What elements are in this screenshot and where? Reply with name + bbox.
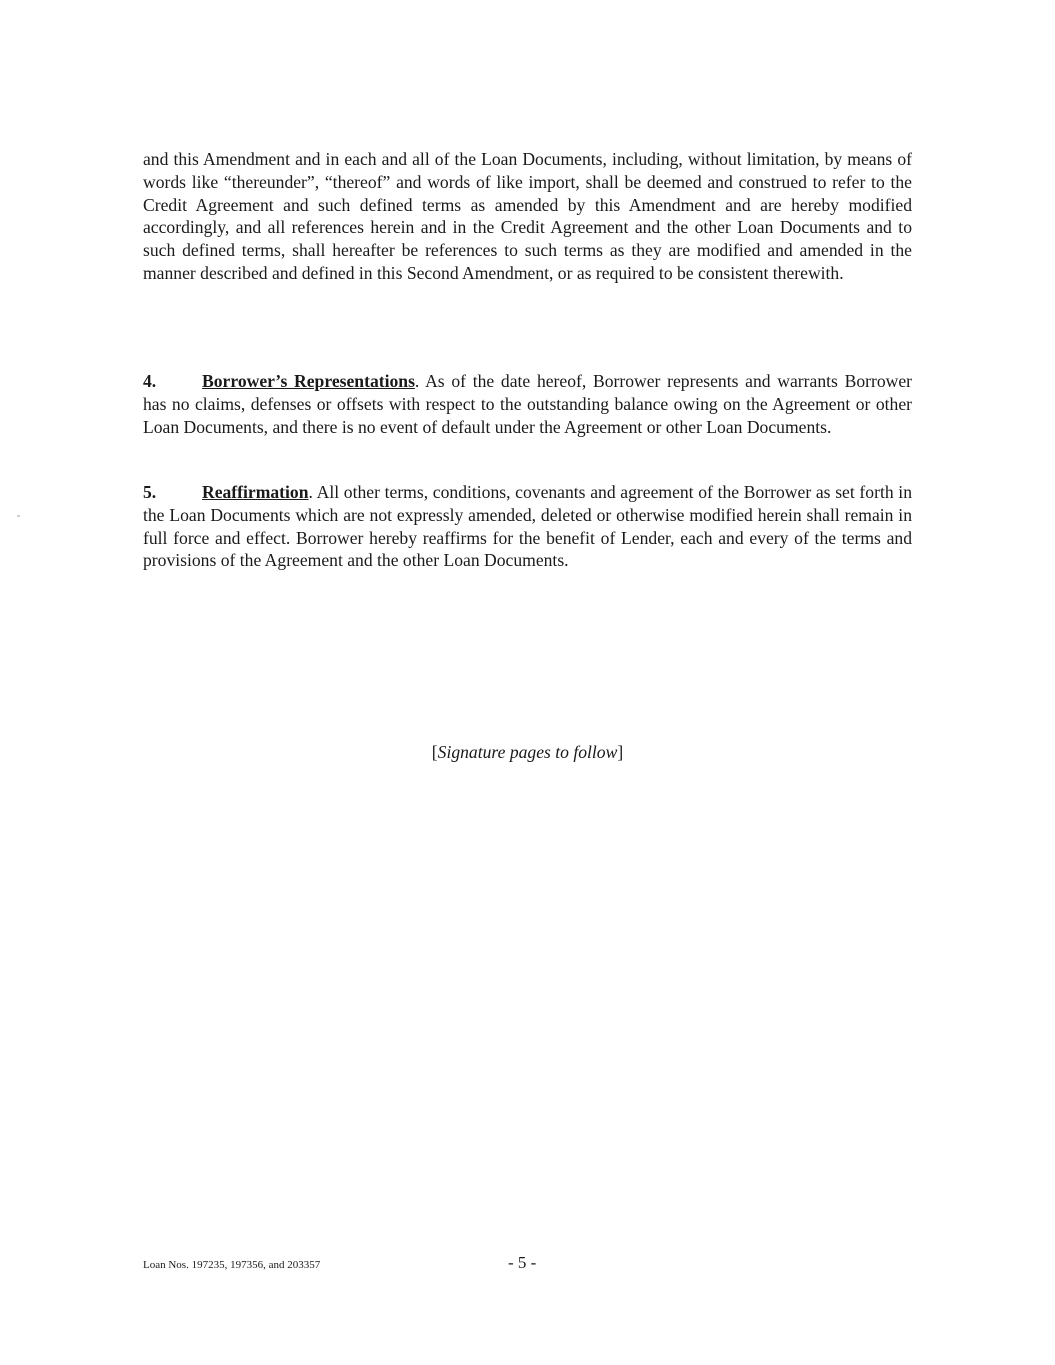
section-5-body: . All other terms, conditions, covenants and agreement of the Borrower as set forth in the Loan Documents which are not expressly amended, deleted or otherwise modified herein shall remain in full force and effect. Borrower hereby reaffirms for the benefit of Lender, each and every of the terms and provisions of the Agreement and the other Loan Documents. [143, 482, 912, 571]
section-5-number: 5. [143, 482, 157, 502]
section-4-paragraph [143, 370, 912, 438]
continuation-paragraph: and this Amendment and in each and all of the Loan Documents, including, without limitation, by means of words like “thereunder”, “thereof” and words of like import, shall be deemed and construed to refer to the Credit Agreement and such defined terms as amended by this Amendment and are hereby modified accordingly, and all references herein and in the Credit Agreement and the other Loan Documents and to such defined terms, shall hereafter be references to such terms as they are modified and amended in the manner described and defined in this Second Amendment, or as required to be consistent therewith. [143, 149, 912, 283]
signature-pages-note [0, 741, 1055, 763]
section-4-body: . As of the date hereof, Borrower represents and warrants Borrower has no claims, defenses or offsets with respect to the outstanding balance owing on the Agreement or other Loan Documents, and there is no event of default under the Agreement or other Loan Documents. [143, 371, 912, 437]
signature-note-open-bracket: [ [431, 742, 438, 762]
signature-note-close-bracket: ] [617, 742, 624, 762]
footer-loan-numbers: Loan Nos. 197235, 197356, and 203357 [143, 1259, 321, 1271]
section-4-number: 4. [143, 371, 157, 391]
section-4-heading: Borrower’s Representations [202, 371, 415, 391]
signature-note-text: Signature pages to follow [437, 742, 618, 762]
scan-speck [17, 515, 20, 517]
footer-page-number: - 5 - [508, 1253, 537, 1272]
section-5-paragraph [143, 481, 912, 572]
section-5-heading: Reaffirmation [202, 482, 309, 502]
